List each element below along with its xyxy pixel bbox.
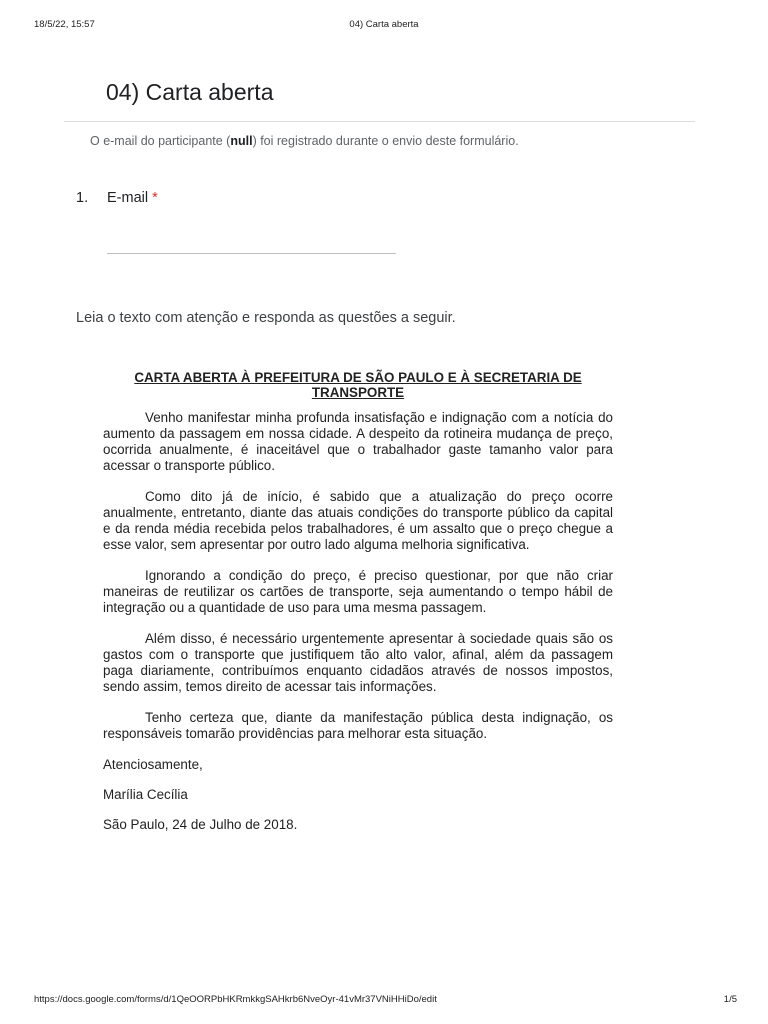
letter-paragraph: Tenho certeza que, diante da manifestação pública desta indignação, os responsáveis tomarão providências para melhorar esta situação. [103,710,613,741]
email-note-value: null [230,134,253,148]
section-instructions: Leia o texto com atenção e responda as questões a seguir. [76,310,456,326]
print-url: https://docs.google.com/forms/d/1QeOORPbHKRmkkgSAHkrb6NveOyr-41vMr37VNiHHiDo/edit [34,994,437,1005]
letter-closing: Atenciosamente, [103,757,203,772]
letter-heading: CARTA ABERTA À PREFEITURA DE SÃO PAULO E À SECRETARIA DE TRANSPORTE [134,370,582,400]
open-letter [103,370,613,847]
letter-paragraph: Ignorando a condição do preço, é preciso questionar, por que não criar maneiras de reutilizar os cartões de transporte, seja aumentando o tempo hábil de integração ou a quantidade de uso para uma mesma passagem. [103,568,613,615]
email-note-suffix: ) foi registrado durante o envio deste formulário. [252,134,519,148]
print-header [0,19,768,33]
letter-signature: Marília Cecília [103,787,188,802]
question-email [76,190,158,206]
required-marker: * [152,190,158,206]
question-label: E-mail [107,190,149,206]
print-page-title: 04) Carta aberta [349,19,419,30]
letter-place-date: São Paulo, 24 de Julho de 2018. [103,817,298,832]
question-number: 1. [76,190,89,206]
letter-paragraph: Venho manifestar minha profunda insatisfação e indignação com a notícia do aumento da passagem em nossa cidade. A despeito da rotineira mudança de preço, ocorrida anualmente, é inaceitável que o trabalhador gaste tamanho valor para acessar o transporte público. [103,410,613,473]
letter-paragraph: Além disso, é necessário urgentemente apresentar à sociedade quais são os gastos com o transporte que justifiquem tão alto valor, afinal, além da passagem paga diariamente, contribuímos enquanto cidadãos através de nossos impostos, sendo assim, temos direito de acessar tais informações. [103,631,613,694]
print-datetime: 18/5/22, 15:57 [34,19,95,30]
email-note-prefix: O e-mail do participante ( [90,134,231,148]
email-answer-field[interactable] [107,253,396,254]
title-divider [64,121,695,122]
email-registration-note [90,134,519,148]
letter-paragraph: Como dito já de início, é sabido que a atualização do preço ocorre anualmente, entretanto, diante das atuais condições do transporte público da capital e da renda média recebida pelos trabalhadores, é um assalto que o preço chegue a esse valor, sem apresentar por outro lado alguma melhoria significativa. [103,489,613,552]
print-page-number: 1/5 [723,994,737,1005]
print-footer [0,994,768,1008]
form-title: 04) Carta aberta [106,79,274,105]
